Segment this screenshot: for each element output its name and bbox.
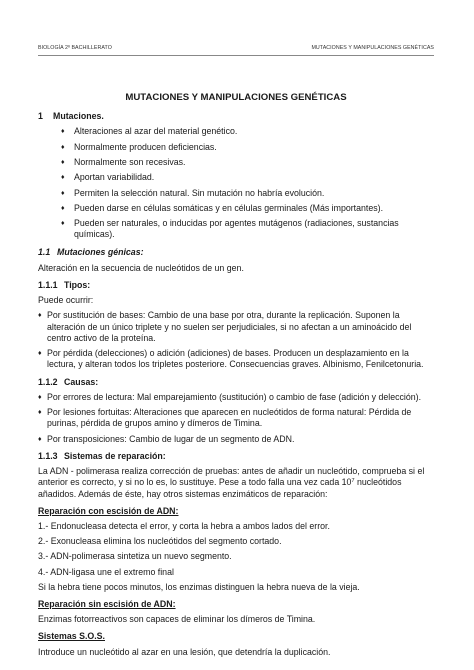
diamond-bullet-icon: ♦ xyxy=(38,435,42,443)
header-left: BIOLOGÍA 2º BACHILLERATO xyxy=(38,45,112,51)
exponent: 7 xyxy=(351,478,355,485)
paragraph-text-cont: nucleótidos añadidos. Además de éste, hay otros sistemas enzimáticos de reparación: xyxy=(38,477,402,499)
list-item-text: Normalmente son recesivas. xyxy=(74,157,186,167)
section-1-1-heading xyxy=(38,247,434,258)
list-item xyxy=(38,348,434,370)
sistemas-sos-heading: Sistemas S.O.S. xyxy=(38,631,105,642)
list-item xyxy=(38,407,434,429)
list-item-text: Pueden ser naturales, o inducidas por agentes mutágenos (radiaciones, sustancias químicas). xyxy=(74,218,399,240)
list-item xyxy=(61,218,434,240)
diamond-bullet-icon: ♦ xyxy=(38,409,42,417)
diamond-bullet-icon: ♦ xyxy=(38,350,42,358)
diamond-bullet-icon: ♦ xyxy=(61,204,65,212)
list-item-text: Por lesiones fortuitas: Alteraciones que aparecen en nucleótidos de forma natural: Pérdida de purinas, pérdida de grupos amino y dímeros de Timina. xyxy=(47,407,412,429)
paragraph-text: La ADN - polimerasa realiza corrección de pruebas: antes de añadir un nucleótido, comprueba si el anterior es correcto, y si no lo es, lo sustituye. Pese a todo falla una vez cada 10 xyxy=(38,466,425,488)
repair-note: Si la hebra tiene pocos minutos, los enzimas distinguen la hebra nueva de la vieja. xyxy=(38,581,360,592)
section-1-1-2-title: Causas: xyxy=(64,376,99,387)
list-item xyxy=(61,126,434,137)
section-1-1-title: Mutaciones génicas: xyxy=(57,246,144,257)
list-item-text: Aportan variabilidad. xyxy=(74,172,155,183)
repair-step: 4.- ADN-ligasa une el extremo final xyxy=(38,566,174,577)
list-item-text: Por pérdida (delecciones) o adición (adiciones) de bases. Producen un desplazamiento en la lectura, y alteran todos los tripletes posteriore. Consecuencias graves. Albinismo, Fenilcetonuria. xyxy=(47,348,424,370)
header-right: MUTACIONES Y MANIPULACIONES GENÉTICAS xyxy=(311,45,434,51)
list-item-text: Pueden darse en células somáticas y en células germinales (Más importantes). xyxy=(74,202,384,213)
section-1-1-3-number: 1.1.3 xyxy=(38,451,58,461)
document-title: MUTACIONES Y MANIPULACIONES GENÉTICAS xyxy=(125,92,347,103)
list-item-text: Por errores de lectura: Mal emparejamiento (sustitución) o cambio de fase (adición y delección). xyxy=(47,391,422,402)
diamond-bullet-icon: ♦ xyxy=(61,159,65,166)
section-1-number: 1 xyxy=(38,111,43,122)
list-item xyxy=(61,172,434,183)
diamond-bullet-icon: ♦ xyxy=(61,143,65,151)
section-1-list xyxy=(38,126,434,240)
section-1-title: Mutaciones. xyxy=(53,111,104,122)
running-header xyxy=(38,45,434,54)
list-item-text: Por transposiciones: Cambio de lugar de un segmento de ADN. xyxy=(47,433,295,444)
sistemas-sos-text: Introduce un nucleótido al azar en una lesión, que detendría la duplicación. xyxy=(38,646,331,657)
reparacion-con-escision-heading: Reparación con escisión de ADN: xyxy=(38,505,179,516)
list-item-text: Normalmente producen deficiencias. xyxy=(74,141,217,152)
section-1-1-1-heading xyxy=(38,280,434,291)
section-1-1-3-paragraph xyxy=(38,466,434,500)
repair-step: 1.- Endonucleasa detecta el error, y corta la hebra a ambos lados del error. xyxy=(38,521,330,532)
section-1-1-1-intro: Puede ocurrir: xyxy=(38,295,94,306)
diamond-bullet-icon: ♦ xyxy=(38,312,42,320)
section-1-1-1-number: 1.1.1 xyxy=(38,280,58,290)
section-1-1-text: Alteración en la secuencia de nucleótidos de un gen. xyxy=(38,262,244,273)
list-item-text: Permiten la selección natural. Sin mutación no habría evolución. xyxy=(74,187,325,198)
list-item xyxy=(38,392,434,403)
list-item xyxy=(61,188,434,199)
causas-list xyxy=(38,392,434,445)
repair-step: 3.- ADN-polimerasa sintetiza un nuevo segmento. xyxy=(38,551,232,562)
diamond-bullet-icon: ♦ xyxy=(61,128,65,136)
repair-step: 2.- Exonucleasa elimina los nucleótidos del segmento cortado. xyxy=(38,536,282,547)
section-1-1-3-heading xyxy=(38,451,434,462)
section-1-1-number: 1.1 xyxy=(38,246,51,257)
reparacion-sin-escision-heading: Reparación sin escisión de ADN: xyxy=(38,599,176,610)
section-1-1-2-heading xyxy=(38,377,434,388)
list-item-text: Alteraciones al azar del material genético. xyxy=(74,126,238,137)
section-1-1-1-title: Tipos: xyxy=(64,280,91,290)
list-item-text: Por sustitución de bases: Cambio de una base por otra, durante la replicación. Suponen la alteración de un único triplete y no suelen ser perjudiciales, si no afectan a un aminoácido del centro activo de la proteína. xyxy=(47,310,412,343)
document-body xyxy=(38,92,434,662)
section-1-1-2-number: 1.1.2 xyxy=(38,376,58,387)
diamond-bullet-icon: ♦ xyxy=(61,174,65,182)
section-1-heading xyxy=(38,111,434,122)
list-item xyxy=(61,203,434,214)
section-1-1-3-title: Sistemas de reparación: xyxy=(64,451,166,461)
diamond-bullet-icon: ♦ xyxy=(61,189,65,197)
list-item xyxy=(61,157,434,168)
tipos-list xyxy=(38,310,434,370)
list-item xyxy=(61,142,434,153)
list-item xyxy=(38,310,434,344)
reparacion-sin-escision-text: Enzimas fotorreactivos son capaces de eliminar los dímeros de Timina. xyxy=(38,614,316,625)
header-divider xyxy=(38,55,434,56)
diamond-bullet-icon: ♦ xyxy=(61,220,65,228)
list-item xyxy=(38,434,434,445)
diamond-bullet-icon: ♦ xyxy=(38,393,42,401)
